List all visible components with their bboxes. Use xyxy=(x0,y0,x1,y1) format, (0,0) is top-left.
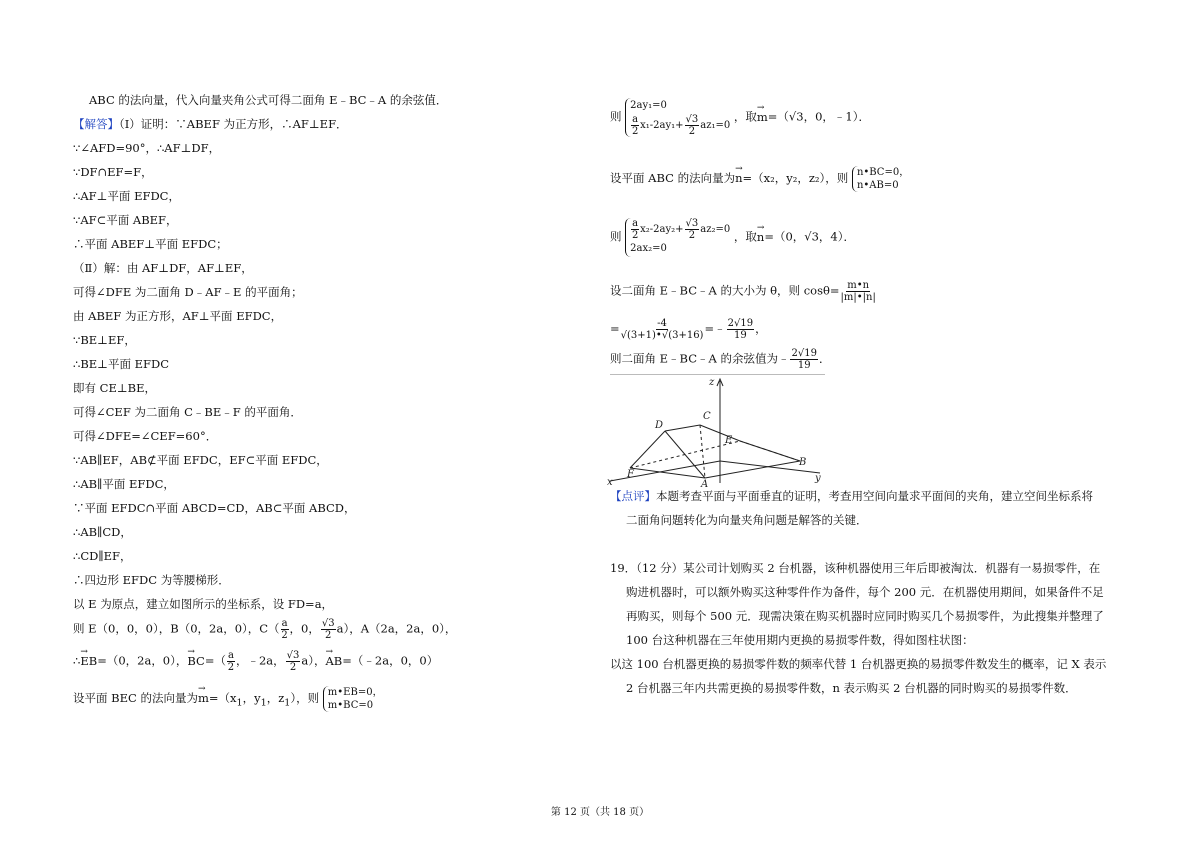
frac-den: 2 xyxy=(688,230,696,241)
vector-EB: → EB xyxy=(80,653,97,669)
frac-den: 2 xyxy=(289,662,297,673)
text-line: 可得∠DFE=∠CEF=60°． xyxy=(73,429,218,443)
frac-num: a xyxy=(632,218,639,229)
text-span: ， xyxy=(755,321,767,336)
text-line: ∵AB∥EF，AB⊄平面 EFDC，EF⊂平面 EFDC， xyxy=(73,453,328,467)
question-line: 19．（12 分）某公司计划购买 2 台机器，该种机器使用三年后即被淘汰．机器有一易损零件，在 xyxy=(610,561,1101,575)
vector-n: → n xyxy=(757,229,764,245)
page-footer: 第 12 页（共 18 页） xyxy=(550,807,650,818)
answer-tag: 【解答】 xyxy=(73,117,119,131)
text-span: ，z xyxy=(266,691,285,705)
frac-num: a xyxy=(281,618,288,629)
frac-den: 2 xyxy=(631,126,639,137)
equation: 2ax₂=0 xyxy=(630,243,667,254)
answer-line xyxy=(73,116,348,132)
frac-den: 2 xyxy=(227,662,235,673)
text-span: ，取 xyxy=(733,109,757,124)
equation-system xyxy=(323,686,383,712)
text-span: 则 E（0，0，0），B（0，2a，0），C（ xyxy=(73,621,280,636)
comment-line xyxy=(610,488,1093,504)
question-line: 购进机器时，可以额外购买这种零件作为备件，每个 200 元．在机器使用期间，如果备件不足 xyxy=(626,585,1104,599)
system-line-2 xyxy=(610,218,855,257)
text-span: az₂=0 xyxy=(700,224,731,235)
text-line: 可得∠CEF 为二面角 C﹣BE﹣F 的平面角． xyxy=(73,405,302,419)
result-line xyxy=(610,348,830,371)
frac-num: √3 xyxy=(685,218,699,229)
edge-DF xyxy=(630,431,665,468)
text-line: （Ⅱ）解：由 AF⊥DF，AF⊥EF， xyxy=(73,261,253,275)
vector-m: → m xyxy=(757,109,768,125)
geometry-figure xyxy=(605,373,830,488)
subscript: 1 xyxy=(260,697,267,709)
text-line: ∴AB∥CD， xyxy=(73,525,132,539)
equation: n•BC=0， xyxy=(856,167,910,178)
text-span: =（ xyxy=(204,653,226,668)
text-span: ），则 xyxy=(290,691,320,705)
text-span: =﹣ xyxy=(704,321,726,336)
text-span: 设平面 BEC 的法向量为 xyxy=(73,691,198,705)
fraction xyxy=(685,218,700,241)
cos-line xyxy=(610,280,877,303)
coords-line xyxy=(73,618,456,641)
text-span: =（√3，0，﹣1）． xyxy=(767,109,870,124)
text-span: 本题考查平面与平面垂直的证明，考查用空间向量求平面间的夹角，建立空间坐标系将 xyxy=(656,489,1093,503)
frac-den: 2 xyxy=(688,126,696,137)
equation xyxy=(630,218,730,241)
fraction xyxy=(227,650,235,673)
question-line: 100 台这种机器在三年使用期内更换的易损零件数，得如图柱状图： xyxy=(626,633,974,647)
frac-den: 19 xyxy=(797,360,811,371)
text-span: 设平面 ABC 的法向量为 xyxy=(610,171,736,185)
edge-DC xyxy=(665,425,700,431)
text-span: = xyxy=(610,321,620,336)
vector-AB: → AB xyxy=(326,653,343,669)
fraction xyxy=(790,348,817,371)
text-span: =（x₂，y₂，z₂），则 xyxy=(742,171,849,185)
text-span: 则 xyxy=(610,109,622,124)
vector-n: → n xyxy=(735,170,742,186)
equation-system xyxy=(852,166,909,192)
text-line: ∵BE⊥EF， xyxy=(73,333,136,347)
text-line: ∵DF∩EF=F， xyxy=(73,165,153,179)
vector-BC: → BC xyxy=(187,653,204,669)
frac-num: √3 xyxy=(286,650,300,661)
text-line: ∵平面 EFDC∩平面 ABCD=CD，AB⊂平面 ABCD， xyxy=(73,501,356,515)
fraction xyxy=(685,114,700,137)
text-span: （Ⅰ）证明：∵ABEF 为正方形，∴AF⊥EF． xyxy=(119,117,348,131)
equation: m•BC=0 xyxy=(327,700,374,711)
question-line: 再购买，则每个 500 元．现需决策在购买机器时应同时购买几个易损零件，为此搜集并整理了 xyxy=(626,609,1104,623)
equation-system xyxy=(625,98,730,137)
label-D: D xyxy=(655,420,664,431)
fraction xyxy=(727,318,754,341)
text-span: 则 xyxy=(610,229,622,244)
fraction xyxy=(321,618,336,641)
fraction xyxy=(841,280,876,303)
vector-m: → m xyxy=(198,690,209,706)
frac-num: m•n xyxy=(847,280,870,291)
system-line-1 xyxy=(610,98,870,137)
text-span: ，﹣2a， xyxy=(235,653,285,668)
text-span: ，0， xyxy=(289,621,320,636)
vectors-line xyxy=(73,650,438,673)
text-span: a），A（2a，2a，0）， xyxy=(336,621,457,636)
text-line: 即有 CE⊥BE， xyxy=(73,381,157,395)
frac-den: |m|•|n| xyxy=(840,292,876,303)
label-x: x xyxy=(607,477,613,488)
text-span: 设二面角 E﹣BC﹣A 的大小为 θ，则 cosθ= xyxy=(610,283,840,298)
text-line: ∴CD∥EF， xyxy=(73,549,132,563)
edge-CA xyxy=(700,425,705,478)
text-span: =（﹣2a，0，0） xyxy=(342,653,439,668)
text-span: a）， xyxy=(301,653,326,668)
text-span: ∴ xyxy=(73,653,81,668)
fraction xyxy=(286,650,301,673)
subscript: 1 xyxy=(236,697,243,709)
equation: n•AB=0 xyxy=(856,180,899,191)
text-line: ∴AF⊥平面 EFDC， xyxy=(73,189,180,203)
label-A: A xyxy=(701,479,709,488)
question-line: 以这 100 台机器更换的易损零件数的频率代替 1 台机器更换的易损零件数发生的概率，记 X 表示 xyxy=(610,657,1107,671)
text-span: ，取 xyxy=(733,229,757,244)
frac-num: a xyxy=(228,650,234,661)
label-z: z xyxy=(709,377,715,388)
label-C: C xyxy=(703,411,711,422)
frac-num: a xyxy=(632,114,639,125)
text-span: az₁=0 xyxy=(700,120,731,131)
frac-den: 2 xyxy=(631,230,639,241)
frac-num: √3 xyxy=(321,618,335,629)
calc-line xyxy=(610,318,767,341)
fraction xyxy=(631,218,639,241)
fraction xyxy=(281,618,289,641)
label-E: E xyxy=(725,435,733,446)
label-F: F xyxy=(627,469,634,480)
text-line: ∵∠AFD=90°，∴AF⊥DF， xyxy=(73,141,221,155)
text-line: ABC 的法向量，代入向量夹角公式可得二面角 E﹣BC﹣A 的余弦值． xyxy=(89,93,448,107)
label-B: B xyxy=(799,457,807,468)
text-span: x₁-2ay₁+ xyxy=(640,120,684,131)
equation: 2ay₁=0 xyxy=(630,100,667,111)
text-line: 由 ABEF 为正方形，AF⊥平面 EFDC， xyxy=(73,309,283,323)
normal-abc-line xyxy=(610,166,909,192)
text-span: =（0，√3，4）． xyxy=(764,229,855,244)
equation: m•EB=0， xyxy=(327,687,383,698)
text-line: 以 E 为原点，建立如图所示的坐标系，设 FD=a， xyxy=(73,597,334,611)
frac-num: 2√19 xyxy=(727,318,754,329)
normal-vector-line xyxy=(73,686,383,712)
frac-num: -4 xyxy=(657,318,667,329)
edge-FE xyxy=(630,441,740,468)
text-line: ∴四边形 EFDC 为等腰梯形． xyxy=(73,573,230,587)
text-line: ∴AB∥平面 EFDC， xyxy=(73,477,175,491)
text-span: =（x xyxy=(208,691,237,705)
frac-num: 2√19 xyxy=(791,348,817,359)
frac-den: 2 xyxy=(281,630,288,641)
text-span: ． xyxy=(818,351,831,366)
comment-tag: 【点评】 xyxy=(610,489,656,503)
text-line: ∴平面 ABEF⊥平面 EFDC； xyxy=(73,237,228,251)
text-span: 则二面角 E﹣BC﹣A 的余弦值为﹣ xyxy=(610,351,790,366)
text-span: ，y xyxy=(242,691,261,705)
fraction xyxy=(631,114,639,137)
frac-num: √3 xyxy=(685,114,699,125)
frac-den: √(3+1)•√(3+16) xyxy=(620,330,704,341)
text-line: 可得∠DFE 为二面角 D﹣AF﹣E 的平面角； xyxy=(73,285,303,299)
equation xyxy=(630,114,730,137)
text-span: =（0，2a，0）， xyxy=(97,653,188,668)
equation-system xyxy=(625,218,730,257)
fraction xyxy=(621,318,704,341)
edge-FA xyxy=(630,468,705,478)
text-line: 二面角问题转化为向量夹角问题是解答的关键． xyxy=(626,513,868,527)
subscript: 1 xyxy=(284,697,291,709)
label-y: y xyxy=(815,473,821,484)
frac-den: 19 xyxy=(733,330,747,341)
text-line: ∵AF⊂平面 ABEF， xyxy=(73,213,178,227)
question-line: 2 台机器三年内共需更换的易损零件数，n 表示购买 2 台机器的同时购买的易损零件数． xyxy=(626,681,1077,695)
frac-den: 2 xyxy=(325,630,332,641)
edge-AB xyxy=(705,461,800,478)
text-line: ∴BE⊥平面 EFDC xyxy=(73,357,170,371)
text-span: x₂-2ay₂+ xyxy=(640,224,684,235)
